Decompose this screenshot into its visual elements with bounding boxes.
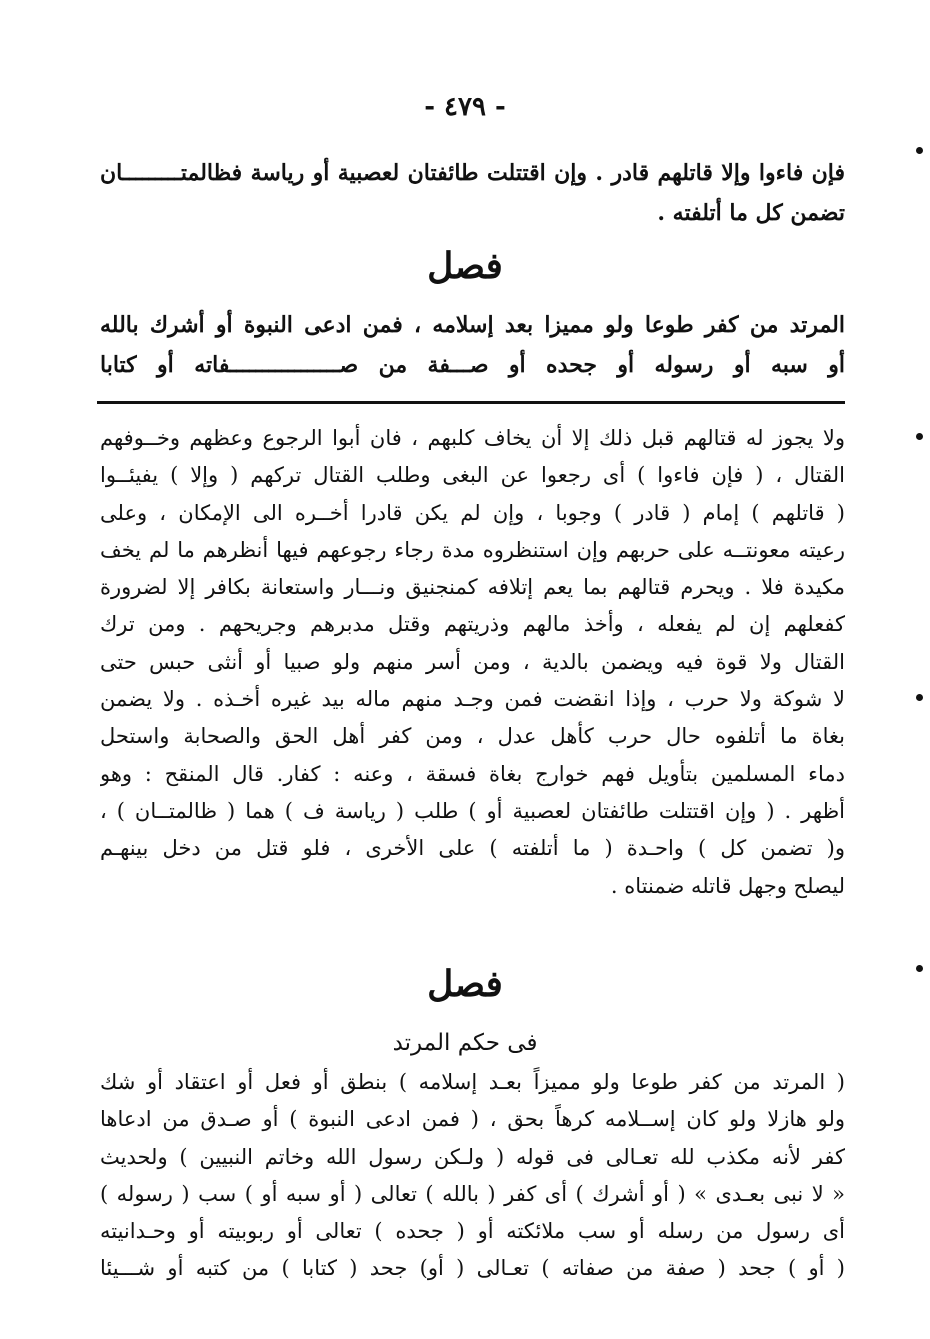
commentary-line: ولو هازلا ولو كان إســلامه كرهاً بحق ، ( فمن ادعى النبوة ) أو صـدق من ادعاها	[100, 1107, 845, 1132]
matn-line: المرتد من كفر طوعا ولو مميزا بعد إسلامه ، فمن ادعى النبوة أو أشرك بالله	[100, 312, 845, 338]
matn-line: تضمن كل ما أتلفته .	[657, 200, 845, 226]
commentary-line: ولا يجوز له قتالهم قبل ذلك إلا أن يخاف كلبهم ، فان أبوا الرجوع وعظهم وخــوفهم	[100, 426, 845, 450]
separator-rule	[97, 401, 845, 404]
commentary-line: دماء المسلمين بتأويل فهم خوارج بغاة فسقة ، وعنه : كفار. قال المنقح : وهو	[100, 761, 845, 786]
commentary-text	[100, 420, 845, 905]
section-subheading: فى حكم المرتد	[392, 1030, 538, 1056]
commentary-line: رعيته معونتــه على حربهم وإن استنظروه مدة رجاء رجوعهم فيها أنظرهم ما لم يخف	[100, 537, 845, 562]
matn-line: فإن فاءوا وإلا قاتلهم قادر . وإن اقتتلت طائفتان لعصبية أو رياسة فظالمتـــــــــان	[100, 160, 845, 186]
commentary-line: ( قاتلهم ) إمام ( قادر ) وجوبا ، وإن لم يكن قادرا أخــره الى الإمكان ، وعلى	[100, 500, 845, 525]
commentary-line: بغاة ما أتلفوه حال حرب كأهل عدل ، ومن كفر أهل الحق والصحابة واستحل	[100, 724, 845, 749]
page-number: - ٤٧٩ -	[424, 92, 506, 122]
commentary-line: كفعلهم إن لم يفعله ، وأخذ مالهم وذريتهم وقتل مدبرهم وجريحهم . ومن ترك	[100, 612, 845, 637]
commentary-line: مكيدة فلا . ويحرم قتالهم بما يعم إتلافه كمنجنيق ونـــار واستعانة بكافر إلا لضرورة	[100, 575, 845, 600]
commentary-line: « لا نبى بعـدى » ( أو أشرك ) أى كفر ( بالله ) تعالى ( أو سبه أو ) سب ( رسوله )	[100, 1181, 845, 1206]
commentary-line: القتال ولا قوة فيه ويضمن بالدية ، ومن أسر منهم ولو صبيا أو أنثى حبس حتى	[100, 649, 845, 674]
matn-line: أو سبه أو رسوله أو جحده أو صـــفة من صـــــــــــــــــفاته أو كتابا	[100, 352, 845, 378]
section-heading: فصل	[427, 245, 503, 287]
commentary-line: أظهر . ( وإن اقتتلت طائفتان لعصبية أو ) طلب ( رياسة ف ) هما ( ظالمتــان ) ،	[100, 798, 845, 823]
commentary-line: و( تضمن كل ) واحـدة ( ما أتلفته ) على الأخرى ، فلو قتل من دخل بينهـم	[100, 836, 845, 861]
commentary-line: كفر لأنه مكذب لله تعـالى فى قوله ( ولـكن رسول الله وخاتم النبيين ) ولحديث	[100, 1144, 845, 1169]
commentary-line: لا شوكة ولا حرب ، وإذا انقضت فمن وجـد منهم ماله بيد غيره أخـذه . ولا يضمن	[100, 687, 845, 712]
section-heading: فصل	[427, 963, 503, 1005]
commentary-line: ( المرتد من كفر طوعا ولو مميزاً بعـد إسلامه ) بنطق أو فعل أو اعتقاد أو شك	[100, 1070, 845, 1094]
commentary-line: أى رسول من رسله أو سب ملائكته أو ( جحده ) تعالى أو ربوبيته أو وحـدانيته	[100, 1219, 845, 1244]
commentary-line: ( أو ) جحد ( صفة من صفاته ) تعـالى ( أو) جحد ( كتابا ) من كتبه أو شـــيئا	[100, 1256, 845, 1281]
margin-dot	[916, 147, 923, 154]
commentary-line: ليصلح وجهل قاتله ضمنتاه .	[610, 873, 845, 898]
section2-text	[100, 1064, 845, 1288]
margin-dot	[916, 694, 923, 701]
section1-matn	[100, 305, 845, 385]
margin-dot	[916, 433, 923, 440]
top-matn	[100, 153, 845, 233]
commentary-line: القتال ، ( فإن فاءوا ) أى رجعوا عن البغى وطلب القتال تركهم ( وإلا ) يفيئــوا	[100, 463, 845, 488]
